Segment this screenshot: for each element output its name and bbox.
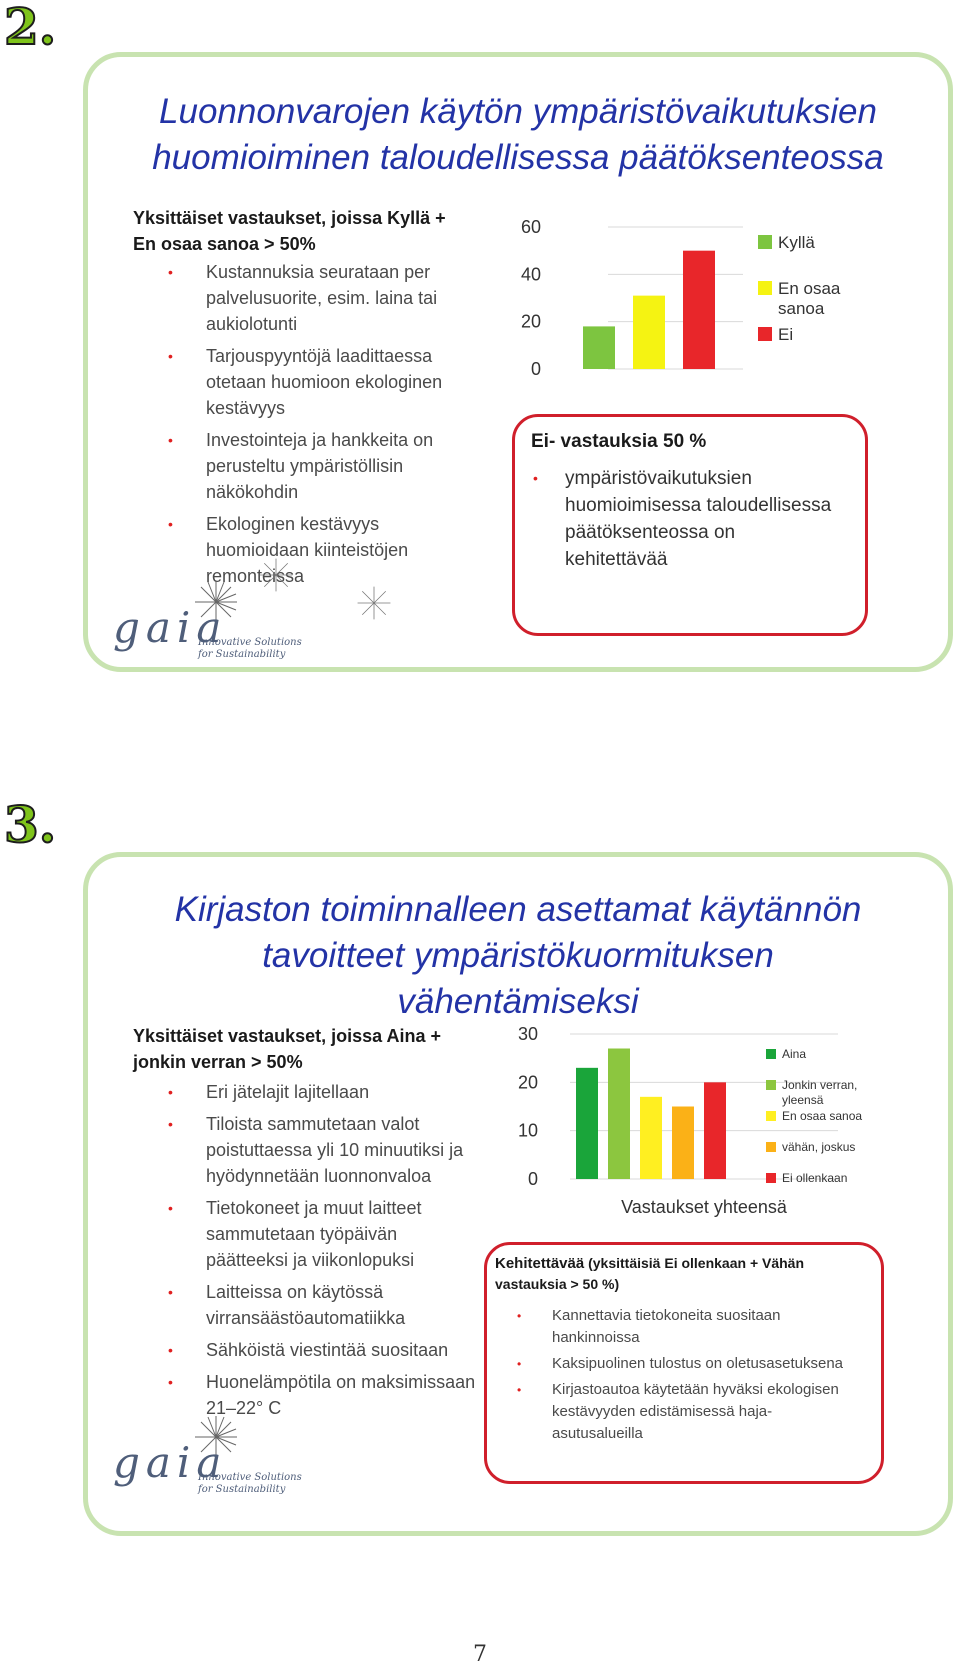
page-number: 7 (473, 1642, 487, 1667)
y-tick-label: 60 (520, 217, 541, 237)
y-tick-label: 20 (520, 311, 541, 332)
bar (576, 1068, 598, 1179)
slide-3-title-line2: tavoitteet ympäristökuormituksen (262, 936, 774, 975)
section-number-2: 2. (4, 0, 57, 56)
summary-box-3-title: Kehitettävää (yksittäisiä Ei ollenkaan + Vähän vastauksia > 50 %) (495, 1255, 805, 1292)
slide-2-lead (133, 205, 446, 257)
slide-2-lead-line2: En osaa sanoa > 50% (133, 234, 316, 254)
legend-label: Aina (782, 1047, 807, 1061)
section-number-3: 3. (4, 795, 57, 854)
slide-2-bullet-list (168, 259, 468, 595)
x-axis-label: Vastaukset yhteensä (621, 1197, 787, 1217)
slide-3-lead (133, 1023, 441, 1075)
gaia-logo-word: gaia (113, 1438, 228, 1487)
slide-2-title (88, 89, 948, 181)
dandelion-icon (258, 557, 294, 593)
y-tick-label: 10 (517, 1120, 538, 1141)
bar (672, 1107, 694, 1180)
list-item: • Tarjouspyyntöjä laadittaessa otetaan huomioon ekologinen kestävyys (168, 346, 443, 418)
y-tick-label: 40 (520, 264, 541, 285)
legend-swatch (758, 281, 772, 295)
bar (704, 1082, 726, 1179)
slide-3-title-line1: Kirjaston toiminnalleen asettamat käytännön (174, 890, 862, 929)
slide-2-title-line2: huomioiminen taloudellisessa päätöksenteossa (152, 138, 884, 177)
summary-box-3 (484, 1242, 884, 1484)
bar (683, 251, 715, 369)
slide-2-lead-line1: Yksittäiset vastaukset, joissa Kyllä + (133, 208, 446, 228)
legend-label: Kyllä (778, 233, 815, 252)
slide-2-title-line1: Luonnonvarojen käytön ympäristövaikutuksien (159, 92, 877, 131)
slide-3-title-line3: vähentämiseksi (397, 982, 639, 1021)
y-tick-label: 30 (517, 1024, 538, 1044)
list-item: • Eri jätelajit lajitellaan (168, 1082, 370, 1102)
legend-label: vähän, joskus (782, 1140, 856, 1154)
legend-swatch (766, 1049, 776, 1059)
list-item: • Kaksipuolinen tulostus on oletusasetuksena (517, 1355, 844, 1372)
slide-3-bullet-list (168, 1079, 478, 1427)
legend-label: En osaa sanoa (782, 1109, 863, 1123)
list-item: • Kirjastoautoa käytetään hyväksi ekologisen kestävyyden edistämisessä haja-asutusalueilla (517, 1381, 839, 1442)
slide-3-title (88, 887, 948, 1025)
legend-swatch (766, 1111, 776, 1121)
legend-swatch (766, 1142, 776, 1152)
list-item: • Ekologinen kestävyys huomioidaan kiinteistöjen remonteissa (168, 514, 409, 586)
summary-box-2 (512, 414, 868, 636)
gaia-logo-tagline: Innovative Solutions for Sustainability (198, 637, 302, 660)
bar (583, 326, 615, 369)
bar (608, 1049, 630, 1180)
bar (633, 296, 665, 369)
list-item: • Tiloista sammutetaan valot poistuttaessa yli 10 minuutiksi ja hyödynnetään luonnonvaloa (168, 1114, 464, 1186)
summary-box-3-list (517, 1305, 857, 1449)
list-item: • Sähköistä viestintää suositaan (168, 1340, 449, 1360)
list-item: • Huonelämpötila on maksimissaan 21–22° C (168, 1372, 476, 1418)
y-tick-label: 20 (517, 1072, 538, 1093)
list-item: • Investointeja ja hankkeita on perusteltu ympäristöllisin näkökohdin (168, 430, 434, 502)
slide-3-lead-line2: jonkin verran > 50% (133, 1052, 303, 1072)
y-tick-label: 0 (530, 359, 541, 379)
bullet-icon: • (533, 470, 538, 486)
slide-3-lead-line1: Yksittäiset vastaukset, joissa Aina + (133, 1026, 441, 1046)
slide-2 (83, 52, 953, 672)
legend-label: Ei ollenkaan (782, 1171, 848, 1185)
summary-box-2-title: Ei- vastauksia 50 % (531, 431, 707, 452)
list-item: • Laitteissa on käytössä virransäästöautomatiikka (168, 1282, 406, 1328)
legend-label: En osaa sanoa (778, 279, 841, 318)
legend-label: Jonkin verran, yleensä (782, 1078, 858, 1107)
chart-1 (508, 207, 928, 387)
slide-3 (83, 852, 953, 1536)
gaia-logo-word: gaia (113, 603, 228, 652)
legend-swatch (766, 1173, 776, 1183)
gaia-logo (113, 1412, 313, 1502)
legend-label: Ei (778, 325, 794, 344)
list-item: • Kannettavia tietokoneita suositaan hankinnoissa (517, 1307, 781, 1346)
legend-swatch (766, 1080, 776, 1090)
dandelion-icon (356, 585, 392, 621)
list-item: • Kustannuksia seurataan per palvelusuorite, esim. laina tai aukiolotunti (168, 262, 438, 334)
list-item: • Tietokoneet ja muut laitteet sammutetaan työpäivän päätteeksi ja viikonlopuksi (168, 1198, 422, 1270)
y-tick-label: 0 (527, 1169, 538, 1189)
bar (640, 1097, 662, 1179)
legend-swatch (758, 327, 772, 341)
legend-swatch (758, 235, 772, 249)
gaia-logo-tagline: Innovative Solutions for Sustainability (198, 1472, 302, 1495)
chart-2 (498, 1017, 938, 1227)
summary-box-2-item: • ympäristövaikutuksien huomioimisessa taloudellisessa päätöksenteossa on kehitettävää (565, 465, 835, 573)
